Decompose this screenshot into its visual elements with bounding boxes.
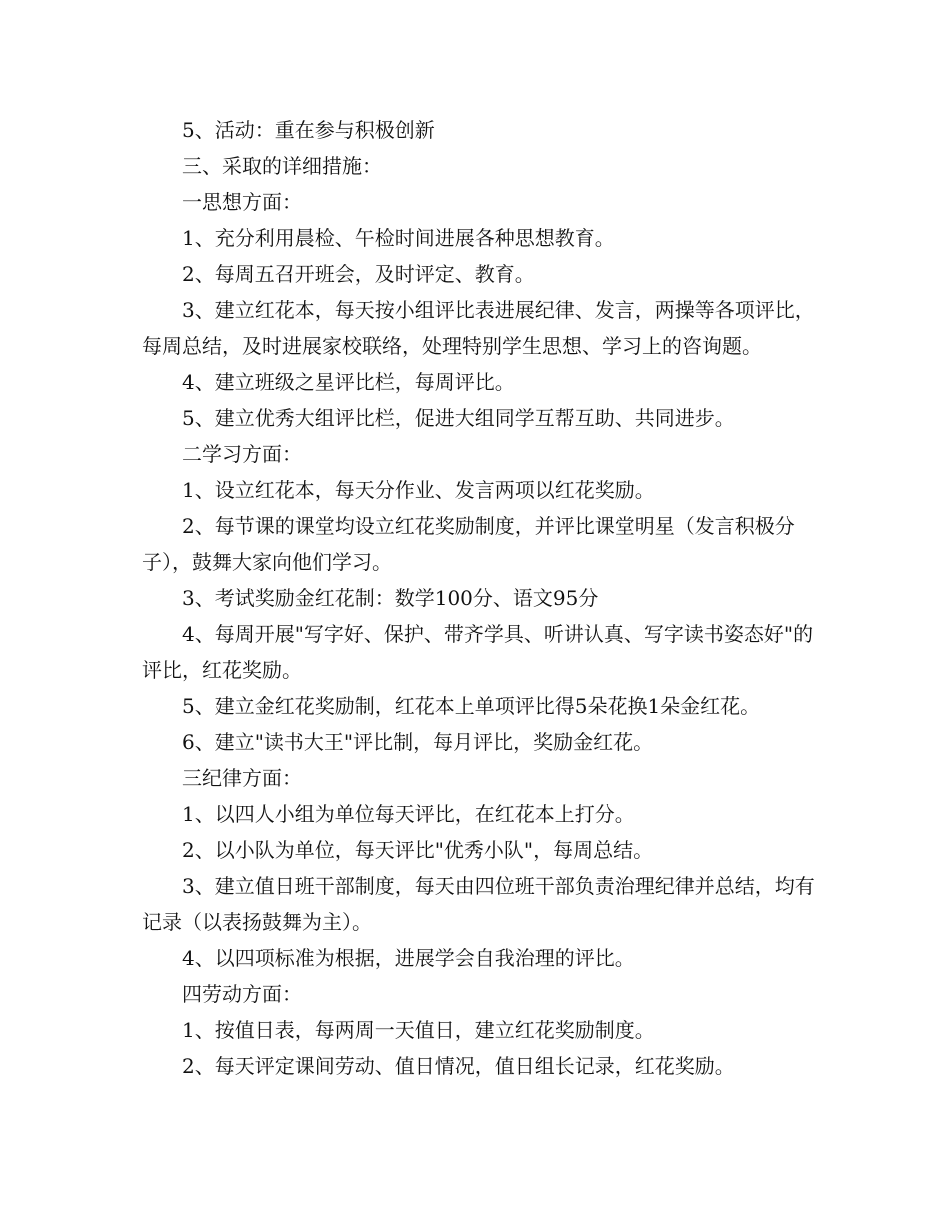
paragraph-study-6: 6、建立"读书大王"评比制，每月评比，奖励金红花。: [182, 730, 654, 754]
paragraph-labor-1: 1、按值日表，每两周一天值日，建立红花奖励制度。: [182, 1018, 655, 1042]
paragraph-thought-1: 1、充分利用晨检、午检时间进展各种思想教育。: [182, 226, 615, 250]
paragraph-study-3: 3、考试奖励金红花制：数学100分、语文95分: [182, 586, 599, 610]
paragraph-discipline-4: 4、以四项标准为根据，进展学会自我治理的评比。: [182, 946, 635, 970]
paragraph-labor-2: 2、每天评定课间劳动、值日情况，值日组长记录，红花奖励。: [182, 1054, 735, 1078]
paragraph-thought-3: 3、建立红花本，每天按小组评比表进展纪律、发言，两操等各项评比，每周总结，及时进展家校联络，处理特别学生思想、学习上的咨询题。: [142, 298, 815, 358]
paragraph-study-2: 2、每节课的课堂均设立红花奖励制度，并评比课堂明星（发言积极分子），鼓舞大家向他们学习。: [142, 514, 795, 574]
paragraph-thought-4: 4、建立班级之星评比栏，每周评比。: [182, 370, 515, 394]
subheading-study: 二学习方面：: [182, 442, 302, 466]
paragraph-study-4: 4、每周开展"写字好、保护、带齐学具、听讲认真、写字读书姿态好"的评比，红花奖励。: [142, 622, 814, 682]
document-body: [142, 112, 822, 1084]
paragraph-study-5: 5、建立金红花奖励制，红花本上单项评比得5朵花换1朵金红花。: [182, 694, 761, 718]
paragraph-thought-2: 2、每周五召开班会，及时评定、教育。: [182, 262, 535, 286]
paragraph-study-1: 1、设立红花本，每天分作业、发言两项以红花奖励。: [182, 478, 655, 502]
paragraph-activity-innovation: 5、活动：重在参与积极创新: [182, 118, 435, 142]
subheading-labor: 四劳动方面：: [182, 982, 302, 1006]
paragraph-discipline-2: 2、以小队为单位，每天评比"优秀小队"，每周总结。: [182, 838, 654, 862]
subheading-thought: 一思想方面：: [182, 190, 302, 214]
subheading-discipline: 三纪律方面：: [182, 766, 302, 790]
section-heading-measures: 三、采取的详细措施：: [182, 154, 382, 178]
paragraph-thought-5: 5、建立优秀大组评比栏，促进大组同学互帮互助、共同进步。: [182, 406, 735, 430]
paragraph-discipline-3: 3、建立值日班干部制度，每天由四位班干部负责治理纪律并总结，均有记录（以表扬鼓舞为主）。: [142, 874, 815, 934]
paragraph-discipline-1: 1、以四人小组为单位每天评比，在红花本上打分。: [182, 802, 635, 826]
